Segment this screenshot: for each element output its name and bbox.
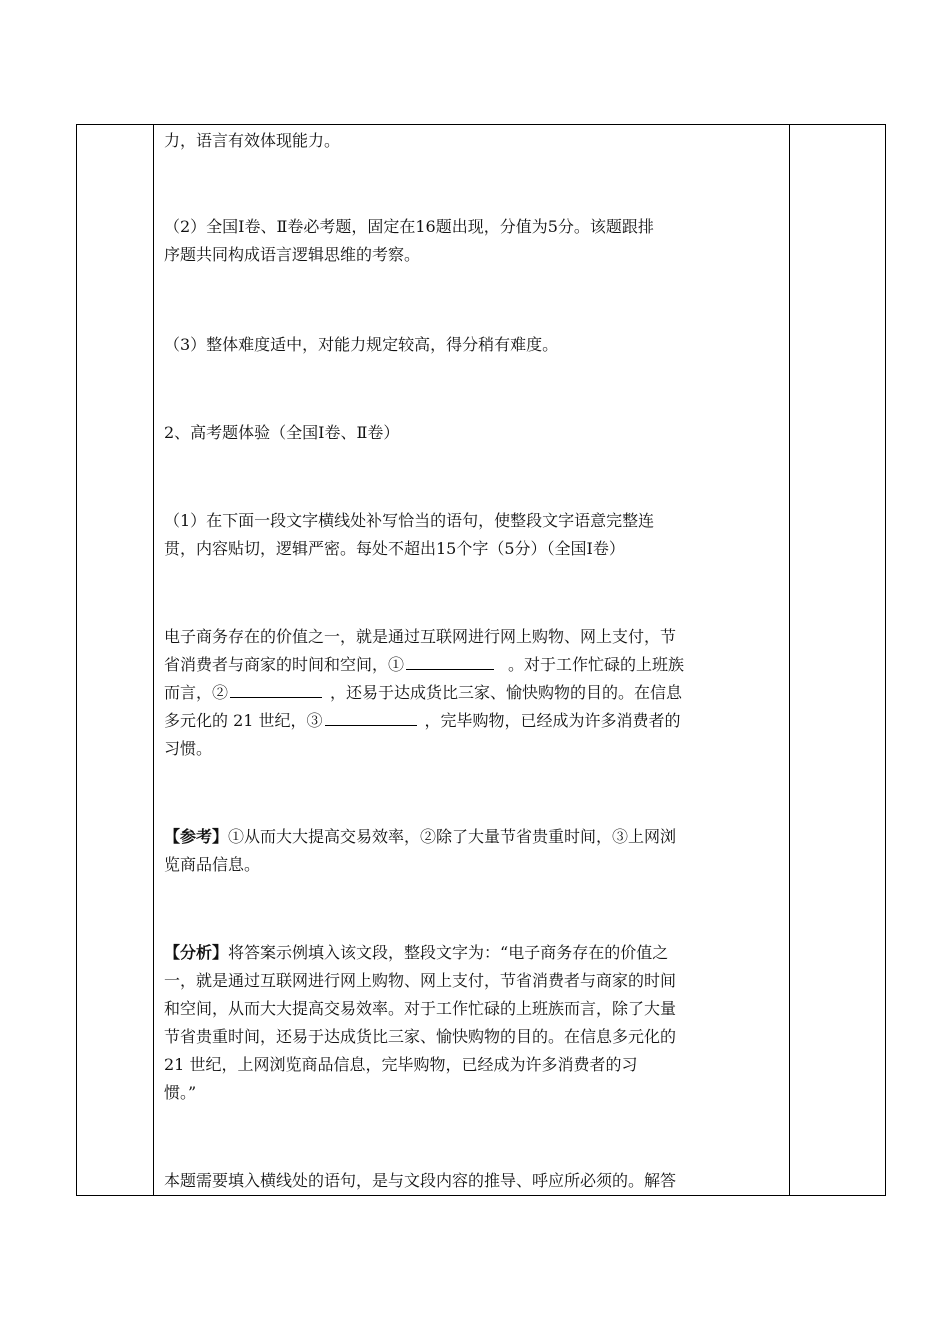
analysis	[164, 939, 776, 1107]
text-line: 和空间，从而大大提高交易效率。对于工作忙碌的上班族而言，除了大量	[164, 999, 677, 1018]
paragraph-explanation	[164, 1167, 776, 1195]
content-column	[154, 125, 790, 1195]
reference-answer	[164, 823, 776, 879]
text-line: （3）整体难度适中，对能力规定较高，得分稍有难度。	[164, 335, 559, 354]
text-line: 一，就是通过互联网进行网上购物、网上支付，节省消费者与商家的时间	[164, 971, 677, 990]
text-segment: 而言，②	[164, 683, 229, 702]
text-line	[164, 939, 776, 967]
paragraph-3	[164, 331, 776, 359]
section-heading	[164, 419, 776, 447]
text-segment: 。对于工作忙碌的上班族	[508, 655, 685, 674]
text-line: （2）全国Ⅰ卷、Ⅱ卷必考题，固定在16题出现，分值为5分。该题跟排	[164, 217, 654, 236]
answer-blank-3	[325, 707, 417, 726]
text-line: 本题需要填入横线处的语句，是与文段内容的推导、呼应所必须的。解答	[164, 1171, 677, 1190]
text-line	[164, 823, 776, 851]
text-segment: 多元化的 21 世纪，③	[164, 711, 323, 730]
reference-label: 【参考】	[164, 827, 229, 846]
left-column	[77, 125, 154, 1195]
question-passage	[164, 623, 776, 763]
text-line	[164, 679, 776, 707]
text-line: 贯，内容贴切，逻辑严密。每处不超出15个字（5分）（全国Ⅰ卷）	[164, 539, 625, 558]
text-segment: 将答案示例填入该文段，整段文字为：“电子商务存在的价值之	[228, 943, 669, 962]
text-line	[164, 651, 776, 679]
text-line: 力，语言有效体现能力。	[164, 131, 341, 150]
text-line: 节省贵重时间，还易于达成货比三家、愉快购物的目的。在信息多元化的	[164, 1027, 677, 1046]
text-segment: ，还易于达成货比三家、愉快购物的目的。在信息	[330, 683, 683, 702]
text-line: 电子商务存在的价值之一，就是通过互联网进行网上购物、网上支付，节	[164, 627, 677, 646]
text-segment: ①从而大大提高交易效率，②除了大量节省贵重时间，③上网浏	[228, 827, 677, 846]
text-line: 惯。”	[164, 1083, 197, 1102]
text-line: 21 世纪，上网浏览商品信息，完毕购物，已经成为许多消费者的习	[164, 1055, 638, 1074]
paragraph-1	[164, 127, 776, 155]
text-line: 习惯。	[164, 739, 213, 758]
answer-blank-1	[406, 651, 494, 670]
text-segment: ，完毕购物，已经成为许多消费者的	[424, 711, 681, 730]
analysis-label: 【分析】	[164, 943, 229, 962]
question-prompt	[164, 507, 776, 563]
text-line: 序题共同构成语言逻辑思维的考察。	[164, 245, 421, 264]
document-table	[76, 124, 886, 1196]
right-column	[790, 125, 885, 1195]
text-line	[164, 707, 776, 735]
text-line: （1）在下面一段文字横线处补写恰当的语句，使整段文字语意完整连	[164, 511, 655, 530]
text-line: 览商品信息。	[164, 855, 261, 874]
text-line: 2、高考题体验（全国Ⅰ卷、Ⅱ卷）	[164, 423, 400, 442]
text-segment: 省消费者与商家的时间和空间，①	[164, 655, 405, 674]
answer-blank-2	[230, 679, 322, 698]
paragraph-2	[164, 213, 776, 269]
